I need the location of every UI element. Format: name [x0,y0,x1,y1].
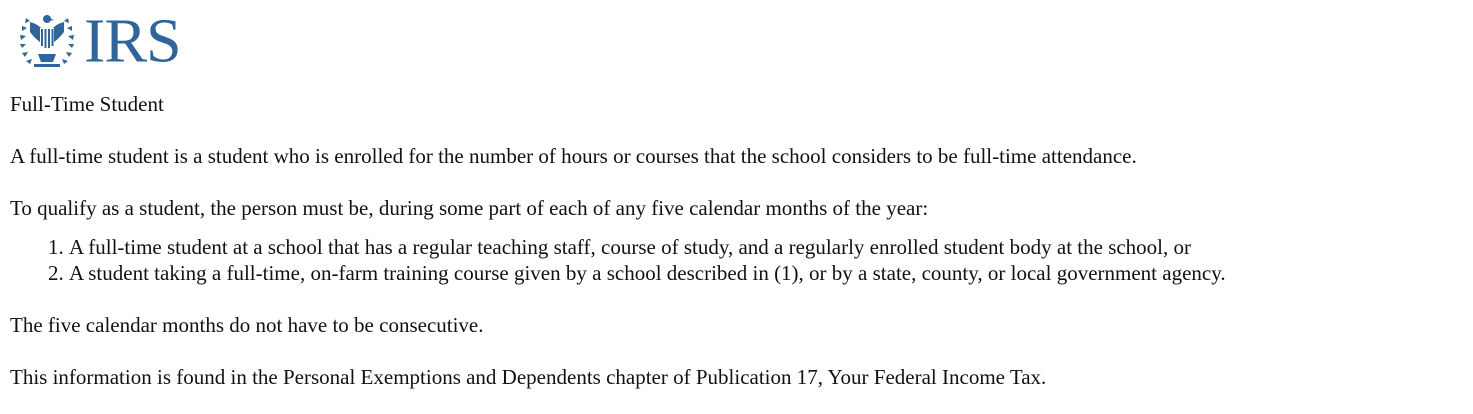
list-item: 2. A student taking a full-time, on-farm training course given by a school described in (1), or by a state, county, or local government agency. [69,260,1450,286]
article-content [10,91,1450,414]
irs-wordmark: IRS [84,5,181,76]
page-title: Full-Time Student [10,92,164,116]
requirements-list [10,234,1450,286]
consecutive-note-paragraph: The five calendar months do not have to be consecutive. [10,313,484,337]
list-item: 1. A full-time student at a school that has a regular teaching staff, course of study, and a regularly enrolled student body at the school, or [69,234,1450,260]
qualify-intro-paragraph: To qualify as a student, the person must be, during some part of each of any five calendar months of the year: [10,196,929,220]
source-note-paragraph: This information is found in the Personal Exemptions and Dependents chapter of Publication 17, Your Federal Income Tax. [10,365,1047,389]
definition-paragraph: A full-time student is a student who is enrolled for the number of hours or courses that the school considers to be full-time attendance. [10,144,1137,168]
irs-logo [16,5,181,76]
irs-eagle-seal-icon [16,10,78,72]
